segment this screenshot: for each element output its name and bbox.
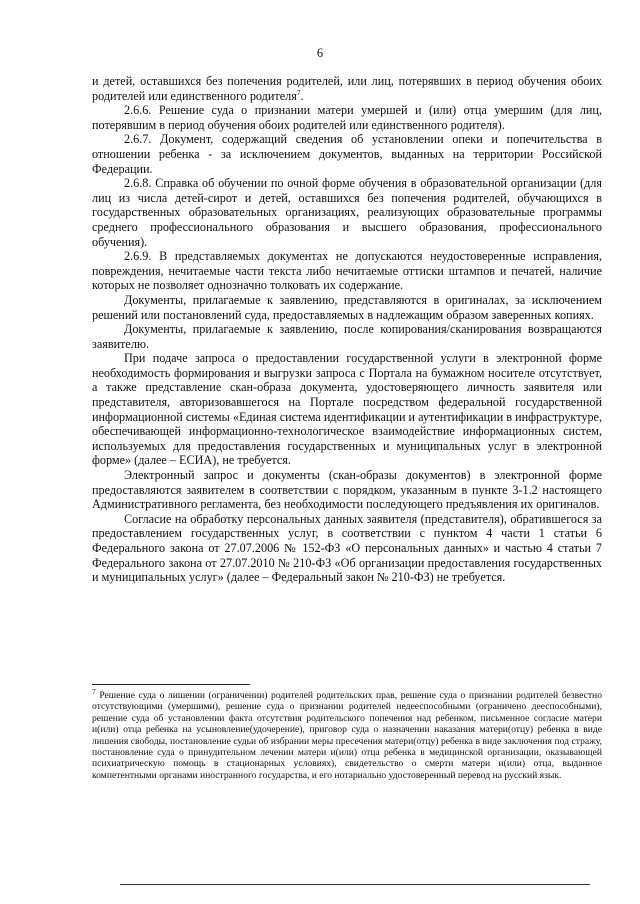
paragraph-electronic-documents: Электронный запрос и документы (скан-образы документов) в электронной форме предоставляются заявителем в соответствии с порядком, указанным в пункте 3-1.2 настоящего Административного регламента, без необходимости последующего предъявления их оригиналов. xyxy=(92,468,602,512)
page-number: 6 xyxy=(316,46,324,60)
paragraph-2-6-8: 2.6.8. Справка об обучении по очной форме обучения в образовательной организации (для лиц из числа детей-сирот и детей, оставшихся без попечения родителей, обучающихся в государственных образовательных организациях, реализующих образовательные программы среднего профессионального образования и высшего образования, профессионального обучения). xyxy=(92,176,602,249)
paragraph-2-6-7: 2.6.7. Документ, содержащий сведения об установлении опеки и попечительства в отношении ребенка - за исключением документов, выданных на территории Российской Федерации. xyxy=(92,132,602,176)
paragraph-text: и детей, оставшихся без попечения родителей, или лиц, потерявших в период обучения обоих родителей или единственного родителя xyxy=(92,74,602,103)
footnote-text: Решение суда о лишении (ограничении) родителей родительских прав, решение суда о признании родителей безвестно отсутствующими (умершими), решение суда о признании родителей недееспособными (ограничено дееспособными), решение суда об установлении факта отсутствия родительского попечения над ребенком, письменное согласие матери и(или) отца ребенка на усыновление(удочерение), приговор суда о назначении наказания матери(отцу) ребенка в виде лишения свободы, постановление судьи об избрании меры пресечения матери(отцу) ребенка в виде заключения под стражу, постановление суда о принудительном лечении матери и(или) отца ребенка в медицинской организации, оказывающей психиатрическую помощь в стационарных условиях), свидетельство о смерти матери и(или) отца, выданное компетентными органами иностранного государства, и его нотариально удостоверенный перевод на русский язык. xyxy=(92,690,602,781)
footnote-separator xyxy=(92,684,250,685)
footnote-marker: 7 xyxy=(92,686,96,696)
page-bottom-line xyxy=(120,884,590,885)
main-text xyxy=(92,74,602,585)
paragraph-2-6-6: 2.6.6. Решение суда о признании матери умершей и (или) отца умершим (для лиц, потерявшим в период обучения обоих родителей или единственного родителя). xyxy=(92,103,602,132)
paragraph-personal-data-consent: Согласие на обработку персональных данных заявителя (представителя), обратившегося за предоставлением государственных услуг, в соответствии с пунктом 4 части 1 статьи 6 Федерального закона от 27.07.2006 № 152-ФЗ «О персональных данных» и частью 4 статьи 7 Федерального закона от 27.07.2010 № 210-ФЗ «Об организации предоставления государственных и муниципальных услуг» (далее – Федеральный закон № 210-ФЗ) не требуется. xyxy=(92,511,602,585)
paragraph-documents-originals: Документы, прилагаемые к заявлению, представляются в оригиналах, за исключением решений или постановлений суда, предоставляемых в надлежащим образом заверенных копиях. xyxy=(92,292,602,322)
paragraph-documents-returned: Документы, прилагаемые к заявлению, после копирования/сканирования возвращаются заявителю. xyxy=(92,322,602,351)
paragraph-2-6-9: 2.6.9. В представляемых документах не допускаются неудостоверенные исправления, повреждения, нечитаемые части текста либо нечитаемые оттиски штампов и печатей, наличие которых не позволяет однозначно толковать их содержание. xyxy=(92,249,602,293)
paragraph-continuation xyxy=(92,74,602,103)
paragraph-electronic-request: При подаче запроса о предоставлении государственной услуги в электронной форме необходимость формирования и выгрузки запроса с Портала на бумажном носителе отсутствует, а также представление скан-образа документа, удостоверяющего личность заявителя или представителя, авторизовавшегося на Портале посредством федеральной государственной информационной системы «Единая система идентификации и аутентификации в инфраструктуре, обеспечивающей информационно-технологическое взаимодействие информационных систем, используемых для предоставления государственных и муниципальных услуг в электронной форме» (далее – ЕСИА), не требуется. xyxy=(92,351,603,468)
footnote xyxy=(92,686,602,781)
footnote-reference: 7 xyxy=(296,87,301,97)
paragraph-tail: . xyxy=(300,88,304,103)
